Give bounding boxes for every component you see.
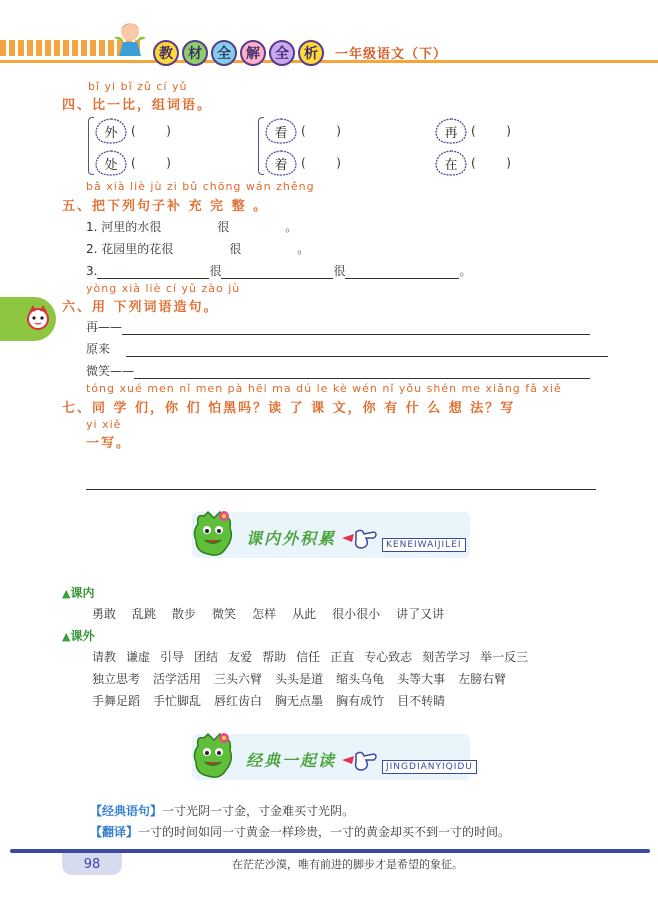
inside-label-text: 课内	[70, 586, 95, 600]
answer-line[interactable]	[122, 334, 590, 335]
word: 手舞足蹈	[92, 694, 141, 708]
banner-title: 经典一起读	[246, 751, 337, 770]
answer-paren: ( )	[301, 156, 341, 170]
outside-words-row2	[92, 670, 506, 687]
make-sentence-1	[86, 318, 590, 335]
compare-char: 看	[274, 125, 288, 141]
word: 手忙脚乱	[153, 694, 202, 708]
sentence-text: 很	[209, 264, 222, 278]
answer-line[interactable]	[126, 356, 608, 357]
sentence-2	[86, 240, 309, 257]
mascot-face-icon	[24, 303, 52, 333]
classic-translation	[90, 823, 510, 840]
word: 专心致志	[364, 650, 413, 664]
banner-title: 课内外积累	[246, 529, 337, 548]
inside-label: ▲课内	[62, 586, 95, 600]
classic-quote	[90, 802, 354, 819]
translation-text: 一寸的时间如同一寸黄金一样珍贵，一寸的黄金却买不到一寸的时间。	[138, 825, 511, 839]
outside-label: ▲课外	[62, 629, 95, 643]
classic-tag: 【经典语句】	[90, 804, 163, 818]
pointing-hand-icon	[340, 526, 380, 552]
header-circle: 析	[298, 40, 324, 66]
header-title	[153, 40, 324, 66]
header-circle: 教	[153, 40, 179, 66]
section7-pinyin: tóng xué men nǐ men pà hēi ma dú le kè wén nǐ yǒu shén me xiǎng fǎ xiě	[86, 382, 562, 395]
banner-subtitle: KENEIWAIJILEI	[382, 538, 466, 552]
sentence-text: 3.	[86, 264, 98, 278]
word: 胸无点墨	[275, 694, 324, 708]
word: 谦虚	[126, 650, 151, 664]
section5-pinyin: bǎ xià liè jù zi bǔ chōng wán zhěng	[86, 180, 315, 193]
word-prompt: 再——	[86, 320, 123, 334]
word: 刻苦学习	[422, 650, 471, 664]
section6-title: 六、用 下列词语造句。	[62, 300, 219, 315]
word: 讲了又讲	[396, 607, 445, 621]
section4-pinyin: bǐ yi bǐ zǔ cí yǔ	[88, 80, 188, 93]
answer-paren: ( )	[131, 156, 171, 170]
word: 友爱	[228, 650, 253, 664]
answer-line[interactable]	[86, 489, 596, 490]
answer-line[interactable]	[134, 378, 590, 379]
sentence-text: 很	[229, 242, 242, 256]
word: 很小很小	[332, 607, 381, 621]
answer-line[interactable]	[345, 278, 459, 279]
word: 左膀右臂	[458, 672, 507, 686]
sentence-text: 很	[217, 220, 230, 234]
compare-char: 着	[274, 157, 288, 173]
header-circle: 解	[240, 40, 266, 66]
translation-tag: 【翻译】	[90, 825, 139, 839]
answer-line[interactable]	[221, 278, 333, 279]
answer-paren: ( )	[131, 124, 171, 138]
outside-words-row3	[92, 692, 445, 709]
header-line	[0, 60, 658, 63]
section5-title: 五、把下列句子补 充 完 整 。	[62, 199, 269, 214]
word-prompt: 微笑——	[86, 364, 135, 378]
word: 信任	[296, 650, 321, 664]
word: 乱跳	[132, 607, 157, 621]
sentence-text: 1. 河里的水很	[86, 220, 162, 234]
word: 勇敢	[92, 607, 117, 621]
header-circle: 材	[182, 40, 208, 66]
banner-subtitle: JINGDIANYIQIDU	[382, 760, 477, 774]
sentence-text: 。	[285, 220, 298, 234]
footer-motto: 在茫茫沙漠，唯有前进的脚步才是希望的象征。	[232, 858, 463, 871]
section4-title: 四、比一比，组词语。	[62, 98, 213, 113]
answer-paren: ( )	[301, 124, 341, 138]
make-sentence-3	[86, 362, 590, 379]
word: 微笑	[212, 607, 237, 621]
word: 活学活用	[153, 672, 202, 686]
section6-pinyin: yòng xià liè cí yǔ zào jù	[86, 282, 241, 295]
word: 怎样	[252, 607, 277, 621]
outside-label-text: 课外	[70, 629, 95, 643]
word: 头等大事	[397, 672, 446, 686]
sentence-1	[86, 218, 297, 235]
compare-char: 再	[444, 125, 458, 141]
monster-mascot-icon	[190, 730, 236, 782]
word: 缩头乌龟	[336, 672, 385, 686]
compare-char: 处	[104, 157, 118, 173]
pointing-hand-icon	[340, 748, 380, 774]
answer-paren: ( )	[471, 124, 511, 138]
word: 帮助	[262, 650, 287, 664]
book-title: 一年级语文（下）	[335, 47, 448, 62]
word: 散步	[172, 607, 197, 621]
word: 团结	[194, 650, 219, 664]
sentence-text: 。	[459, 264, 472, 278]
word: 引导	[160, 650, 185, 664]
compare-char: 在	[444, 157, 458, 173]
header-circle: 全	[269, 40, 295, 66]
sentence-text: 。	[297, 242, 310, 256]
word: 独立思考	[92, 672, 141, 686]
word: 头头是道	[275, 672, 324, 686]
word: 正直	[330, 650, 355, 664]
fairy-icon	[110, 18, 150, 58]
answer-line[interactable]	[97, 278, 209, 279]
make-sentence-2	[86, 340, 608, 357]
word: 从此	[292, 607, 317, 621]
sentence-3	[86, 262, 472, 279]
page-number: 98	[62, 853, 122, 875]
classic-text: 一寸光阴一寸金，寸金难买寸光阴。	[162, 804, 355, 818]
word: 胸有成竹	[336, 694, 385, 708]
compare-char: 外	[104, 125, 118, 141]
word: 唇红齿白	[214, 694, 263, 708]
section7-title-2: 一写。	[86, 436, 132, 451]
word: 目不转睛	[397, 694, 446, 708]
word: 举一反三	[480, 650, 529, 664]
sentence-text: 2. 花园里的花很	[86, 242, 174, 256]
word: 三头六臂	[214, 672, 263, 686]
section7-title: 七、同 学 们，你 们 怕黑吗？读 了 课 文，你 有 什 么 想 法？写	[62, 401, 516, 416]
word: 请教	[92, 650, 117, 664]
answer-paren: ( )	[471, 156, 511, 170]
sentence-text: 很	[333, 264, 346, 278]
section7-pinyin-2: yi xiě	[86, 418, 122, 431]
outside-words-row1	[92, 648, 528, 665]
header-circle: 全	[211, 40, 237, 66]
inside-words	[92, 605, 460, 622]
monster-mascot-icon	[190, 508, 236, 560]
word-prompt: 原来	[86, 342, 111, 356]
